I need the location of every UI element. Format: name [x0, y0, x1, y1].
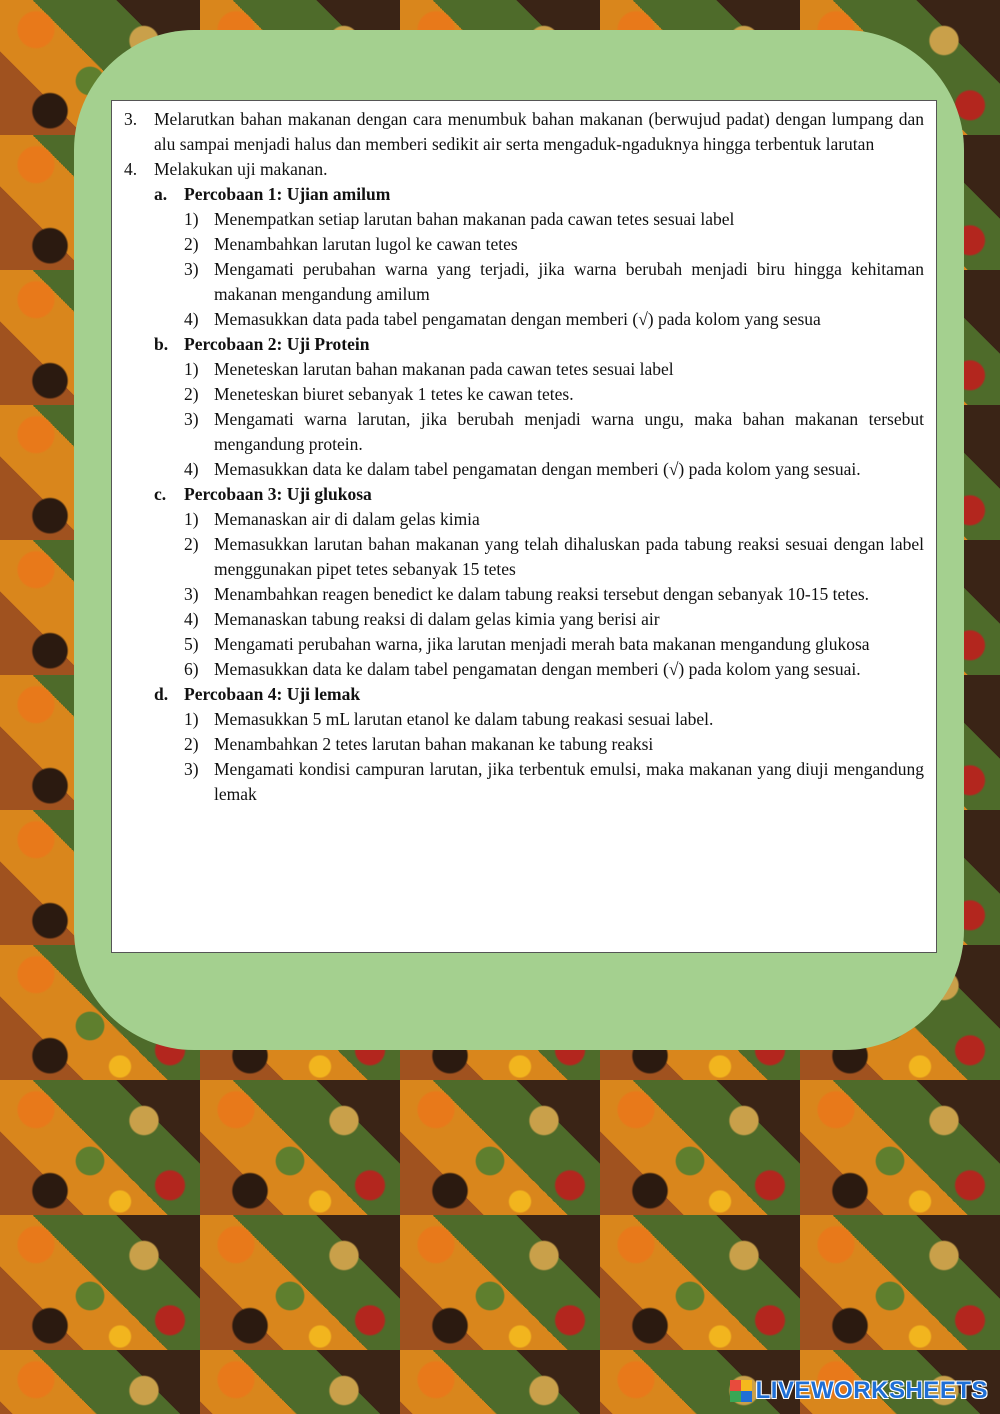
- item-text: Percobaan 1: Ujian amilum: [184, 184, 391, 204]
- section-heading: [122, 182, 924, 207]
- item-number: 2): [184, 234, 199, 254]
- item-number: 4): [184, 459, 199, 479]
- list-item: [122, 532, 924, 582]
- item-text: Memanaskan tabung reaksi di dalam gelas kimia yang berisi air: [214, 609, 660, 629]
- item-text: Menambahkan reagen benedict ke dalam tabung reaksi tersebut dengan sebanyak 10-15 tetes.: [214, 584, 870, 604]
- item-number: 4.: [124, 159, 138, 179]
- section-heading: [122, 332, 924, 357]
- instruction-list: [122, 107, 924, 807]
- item-text: Percobaan 2: Uji Protein: [184, 334, 370, 354]
- item-text: Memanaskan air di dalam gelas kimia: [214, 509, 480, 529]
- item-text: Percobaan 4: Uji lemak: [184, 684, 361, 704]
- list-item: [122, 232, 924, 257]
- watermark-text: LIVEWORKSHEETS: [755, 1377, 988, 1404]
- item-text: Melarutkan bahan makanan dengan cara menumbuk bahan makanan (berwujud padat) dengan lumpang dan alu sampai menjadi halus dan memberi sedikit air serta mengaduk-ngaduknya hingga terbentuk larutan: [154, 109, 924, 154]
- liveworksheets-logo-icon: [730, 1380, 752, 1402]
- item-number: 4): [184, 609, 199, 629]
- item-text: Mengamati perubahan warna, jika larutan menjadi merah bata makanan mengandung glukosa: [214, 634, 870, 654]
- item-text: Memasukkan data ke dalam tabel pengamatan dengan memberi (√) pada kolom yang sesuai.: [214, 459, 861, 479]
- item-number: 1): [184, 709, 199, 729]
- item-text: Memasukkan larutan bahan makanan yang telah dihaluskan pada tabung reaksi sesuai dengan label menggunakan pipet tetes sebanyak 15 tetes: [214, 534, 924, 579]
- section-heading: [122, 482, 924, 507]
- item-number: 1): [184, 509, 199, 529]
- item-text: Meneteskan biuret sebanyak 1 tetes ke cawan tetes.: [214, 384, 574, 404]
- item-text: Memasukkan data ke dalam tabel pengamatan dengan memberi (√) pada kolom yang sesuai.: [214, 659, 861, 679]
- item-number: c.: [154, 484, 167, 504]
- item-text: Menambahkan 2 tetes larutan bahan makanan ke tabung reaksi: [214, 734, 654, 754]
- list-item: [122, 657, 924, 682]
- item-text: Memasukkan data pada tabel pengamatan dengan memberi (√) pada kolom yang sesua: [214, 309, 821, 329]
- item-number: 2): [184, 534, 199, 554]
- section-heading: [122, 682, 924, 707]
- item-text: Menempatkan setiap larutan bahan makanan pada cawan tetes sesuai label: [214, 209, 735, 229]
- list-item: [122, 732, 924, 757]
- list-item: [122, 607, 924, 632]
- item-number: 3): [184, 259, 199, 279]
- item-number: 1): [184, 209, 199, 229]
- content-box: [111, 100, 937, 953]
- list-item: [122, 157, 924, 182]
- list-item: [122, 107, 924, 157]
- item-text: Memasukkan 5 mL larutan etanol ke dalam tabung reakasi sesuai label.: [214, 709, 714, 729]
- item-number: 4): [184, 309, 199, 329]
- list-item: [122, 207, 924, 232]
- list-item: [122, 707, 924, 732]
- item-number: a.: [154, 184, 168, 204]
- item-text: Percobaan 3: Uji glukosa: [184, 484, 372, 504]
- list-item: [122, 407, 924, 457]
- item-number: 3): [184, 584, 199, 604]
- item-number: 5): [184, 634, 199, 654]
- item-text: Mengamati kondisi campuran larutan, jika terbentuk emulsi, maka makanan yang diuji mengandung lemak: [214, 759, 924, 804]
- list-item: [122, 632, 924, 657]
- item-text: Mengamati warna larutan, jika berubah menjadi warna ungu, maka bahan makanan tersebut mengandung protein.: [214, 409, 924, 454]
- item-number: 6): [184, 659, 199, 679]
- list-item: [122, 582, 924, 607]
- item-text: Melakukan uji makanan.: [154, 159, 328, 179]
- liveworksheets-watermark: [730, 1376, 988, 1406]
- list-item: [122, 307, 924, 332]
- item-text: Meneteskan larutan bahan makanan pada cawan tetes sesuai label: [214, 359, 674, 379]
- list-item: [122, 257, 924, 307]
- list-item: [122, 757, 924, 807]
- item-number: d.: [154, 684, 169, 704]
- item-number: 2): [184, 734, 199, 754]
- list-item: [122, 357, 924, 382]
- item-text: Mengamati perubahan warna yang terjadi, jika warna berubah menjadi biru hingga kehitaman makanan mengandung amilum: [214, 259, 924, 304]
- item-number: 1): [184, 359, 199, 379]
- list-item: [122, 457, 924, 482]
- item-text: Menambahkan larutan lugol ke cawan tetes: [214, 234, 518, 254]
- item-number: 3): [184, 759, 199, 779]
- item-number: 3): [184, 409, 199, 429]
- item-number: 2): [184, 384, 199, 404]
- list-item: [122, 507, 924, 532]
- list-item: [122, 382, 924, 407]
- item-number: b.: [154, 334, 169, 354]
- item-number: 3.: [124, 109, 138, 129]
